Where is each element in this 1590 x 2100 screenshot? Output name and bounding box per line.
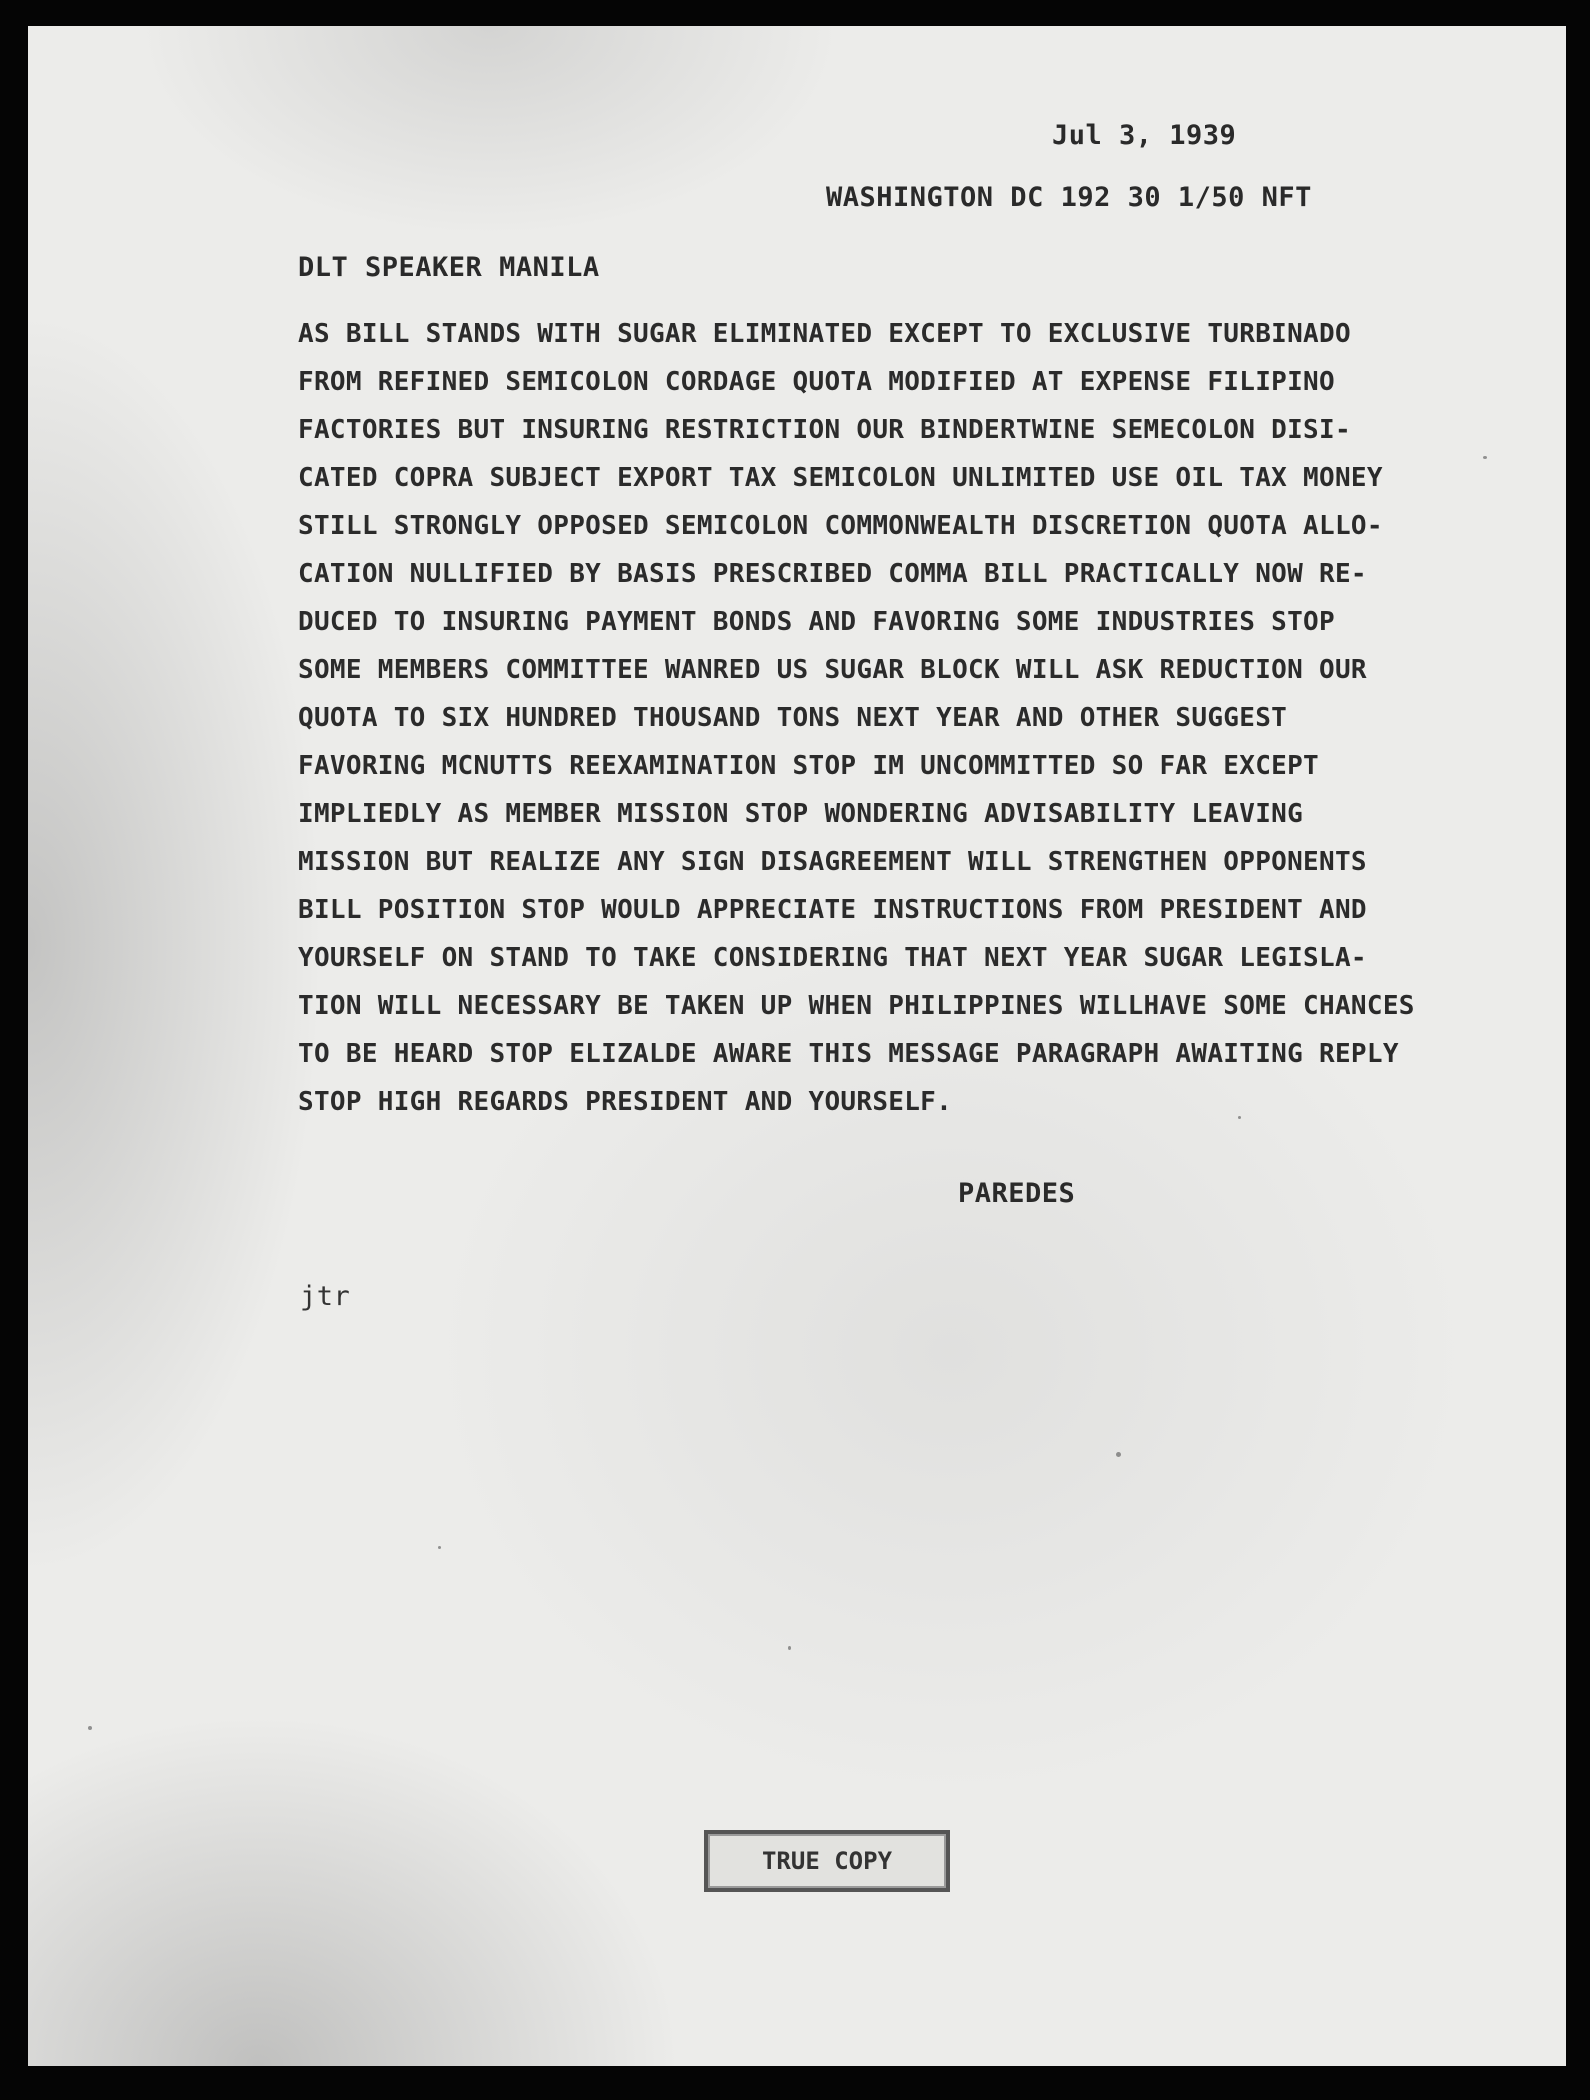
true-copy-stamp	[704, 1830, 950, 1892]
body-line: FAVORING MCNUTTS REEXAMINATION STOP IM UNCOMMITTED SO FAR EXCEPT	[298, 751, 1320, 781]
body-line: TION WILL NECESSARY BE TAKEN UP WHEN PHILIPPINES WILLHAVE SOME CHANCES	[298, 991, 1415, 1021]
telegram-date: Jul 3, 1939	[1052, 120, 1237, 151]
scan-speck	[788, 1646, 791, 1650]
body-line: BILL POSITION STOP WOULD APPRECIATE INSTRUCTIONS FROM PRESIDENT AND	[298, 895, 1367, 925]
signature: PAREDES	[958, 1178, 1076, 1209]
document-page	[28, 26, 1566, 2066]
scan-speck	[1116, 1452, 1121, 1457]
telegram-body	[298, 310, 1415, 1126]
body-line: SOME MEMBERS COMMITTEE WANRED US SUGAR BLOCK WILL ASK REDUCTION OUR	[298, 655, 1367, 685]
scan-speck	[1238, 1116, 1241, 1119]
scan-speck	[438, 1546, 441, 1549]
body-line: CATION NULLIFIED BY BASIS PRESCRIBED COMMA BILL PRACTICALLY NOW RE-	[298, 559, 1367, 589]
body-line: STILL STRONGLY OPPOSED SEMICOLON COMMONWEALTH DISCRETION QUOTA ALLO-	[298, 511, 1383, 541]
scan-speck	[1483, 456, 1487, 459]
body-line: QUOTA TO SIX HUNDRED THOUSAND TONS NEXT YEAR AND OTHER SUGGEST	[298, 703, 1288, 733]
stamp-label: TRUE COPY	[761, 1847, 893, 1875]
typist-initials: jtr	[300, 1281, 351, 1312]
body-line: TO BE HEARD STOP ELIZALDE AWARE THIS MESSAGE PARAGRAPH AWAITING REPLY	[298, 1039, 1399, 1069]
telegram-origin: WASHINGTON DC 192 30 1/50 NFT	[826, 182, 1312, 213]
body-line: YOURSELF ON STAND TO TAKE CONSIDERING THAT NEXT YEAR SUGAR LEGISLA-	[298, 943, 1367, 973]
body-line: STOP HIGH REGARDS PRESIDENT AND YOURSELF.	[298, 1087, 953, 1117]
body-line: AS BILL STANDS WITH SUGAR ELIMINATED EXCEPT TO EXCLUSIVE TURBINADO	[298, 319, 1351, 349]
body-line: DUCED TO INSURING PAYMENT BONDS AND FAVORING SOME INDUSTRIES STOP	[298, 607, 1335, 637]
body-line: FROM REFINED SEMICOLON CORDAGE QUOTA MODIFIED AT EXPENSE FILIPINO	[298, 367, 1335, 397]
telegram-addressee: DLT SPEAKER MANILA	[298, 252, 600, 283]
body-line: FACTORIES BUT INSURING RESTRICTION OUR BINDERTWINE SEMECOLON DISI-	[298, 415, 1351, 445]
scan-speck	[88, 1726, 92, 1730]
body-line: MISSION BUT REALIZE ANY SIGN DISAGREEMENT WILL STRENGTHEN OPPONENTS	[298, 847, 1367, 877]
body-line: IMPLIEDLY AS MEMBER MISSION STOP WONDERING ADVISABILITY LEAVING	[298, 799, 1304, 829]
body-line: CATED COPRA SUBJECT EXPORT TAX SEMICOLON UNLIMITED USE OIL TAX MONEY	[298, 463, 1383, 493]
